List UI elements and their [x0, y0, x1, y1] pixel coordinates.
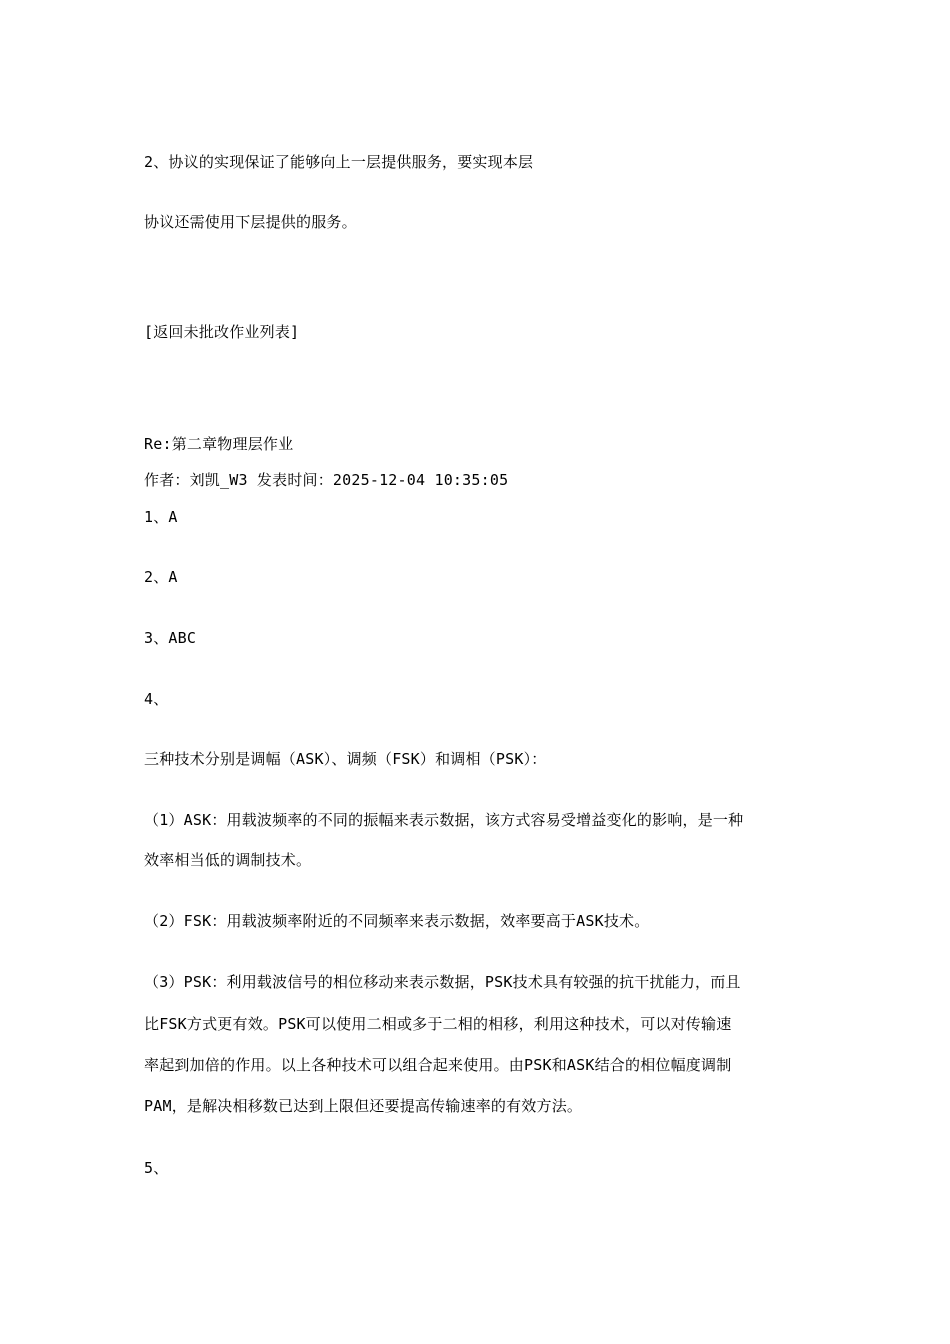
answer-4-ask-line-2: 效率相当低的调制技术。 [144, 851, 312, 869]
answer-5: 5、 [144, 1159, 169, 1177]
post-meta: 作者：刘凯_W3 发表时间：2025-12-04 10:35:05 [144, 471, 509, 489]
answer-2: 2、A [144, 568, 178, 586]
answer-4-intro: 三种技术分别是调幅（ASK）、调频（FSK）和调相（PSK）： [144, 750, 547, 768]
answer-1: 1、A [144, 508, 178, 526]
answer-4: 4、 [144, 690, 169, 708]
prev-answer-line-2: 协议还需使用下层提供的服务。 [144, 213, 357, 231]
answer-4-psk-line-4: PAM，是解决相移数已达到上限但还要提高传输速率的有效方法。 [144, 1097, 583, 1115]
answer-3: 3、ABC [144, 629, 197, 647]
post-title: Re:第二章物理层作业 [144, 435, 294, 453]
return-to-list-link[interactable]: [返回未批改作业列表] [144, 323, 300, 341]
answer-4-psk-line-3: 率起到加倍的作用。以上各种技术可以组合起来使用。由PSK和ASK结合的相位幅度调制 [144, 1056, 732, 1074]
answer-4-psk-line-2: 比FSK方式更有效。PSK可以使用二相或多于二相的相移，利用这种技术，可以对传输速 [144, 1015, 732, 1033]
answer-4-fsk-line-1: （2）FSK：用载波频率附近的不同频率来表示数据，效率要高于ASK技术。 [144, 912, 650, 930]
prev-answer-line-1: 2、协议的实现保证了能够向上一层提供服务，要实现本层 [144, 153, 534, 171]
answer-4-ask-line-1: （1）ASK：用载波频率的不同的振幅来表示数据，该方式容易受增益变化的影响，是一种 [144, 811, 744, 829]
answer-4-psk-line-1: （3）PSK：利用载波信号的相位移动来表示数据，PSK技术具有较强的抗干扰能力，而且 [144, 973, 741, 991]
